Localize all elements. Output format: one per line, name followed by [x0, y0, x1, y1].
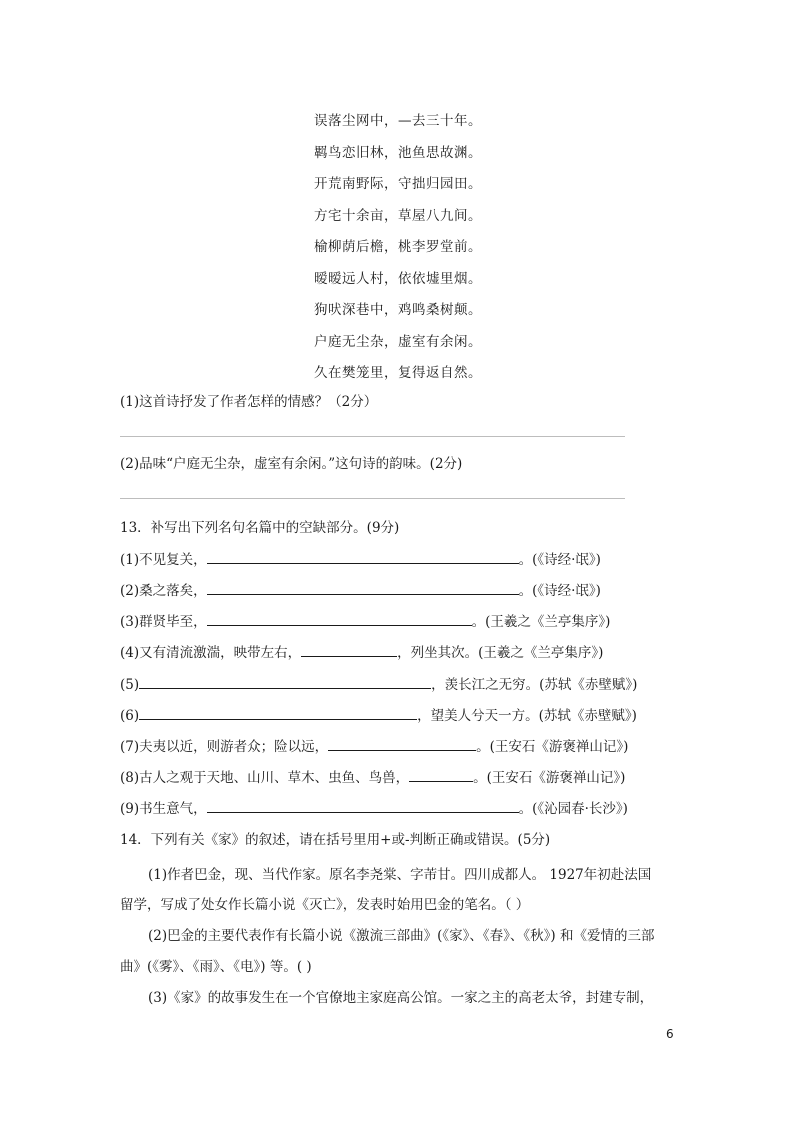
- fill-item-source: 。(王安石《游褒禅山记》): [476, 739, 629, 755]
- fill-item-text: (5): [120, 677, 140, 693]
- question-14-text: (3)《家》的故事发生在一个官僚地主家庭高公馆。一家之主的高老太爷，封建专制，: [148, 990, 654, 1006]
- fill-item-source: ，列坐其次。(王羲之《兰亭集序》): [397, 645, 604, 661]
- question-13-title: 13．补写出下列名句名篇中的空缺部分。(9分): [120, 520, 400, 536]
- question-14-text: 曲》(《雾》、《雨》、《电》) 等。( ): [120, 959, 312, 975]
- fill-item-source: 。(《诗经·氓》): [518, 583, 601, 599]
- fill-item-source: ，羡长江之无穷。(苏轼《赤壁赋》): [431, 677, 638, 693]
- fill-item-4: [120, 641, 603, 661]
- question-14-text: 留学，写成了处女作长篇小说《灭亡》，发表时始用巴金的笔名。（ ）: [120, 897, 530, 913]
- fill-blank[interactable]: [328, 737, 476, 751]
- fill-blank[interactable]: [139, 675, 431, 689]
- poem-line: 开荒南野际，守拙归园田。: [314, 176, 482, 192]
- fill-item-2: [120, 579, 601, 599]
- fill-item-7: [120, 735, 628, 755]
- poem-line: 户庭无尘杂，虚室有余闲。: [314, 333, 482, 350]
- fill-item-text: (8)古人之观于天地、山川、草木、虫鱼、鸟兽，: [120, 770, 410, 786]
- question-14-title: 14．下列有关《家》的叙述，请在括号里用+或-判断正确或错误。(5分): [120, 832, 551, 848]
- fill-item-source: ，望美人兮天一方。(苏轼《赤壁赋》): [417, 708, 637, 724]
- fill-blank[interactable]: [301, 643, 397, 657]
- poem-line: 误落尘网中，—去三十年。: [314, 113, 482, 129]
- fill-item-6: [120, 704, 637, 724]
- fill-item-text: (1)不见复关，: [120, 552, 207, 568]
- fill-item-9: [120, 797, 628, 817]
- fill-blank[interactable]: [139, 706, 417, 720]
- fill-item-source: 。(王安石《游褒禅山记》): [473, 770, 626, 786]
- poem: [314, 106, 514, 390]
- fill-blank[interactable]: [409, 768, 473, 782]
- poem-line: 羁鸟恋旧林，池鱼思故渊。: [314, 144, 482, 161]
- poem-line: 久在樊笼里，复得返自然。: [314, 365, 482, 381]
- fill-blank[interactable]: [207, 612, 472, 626]
- fill-item-source: 。(王羲之《兰亭集序》): [471, 614, 611, 630]
- fill-item-text: (2)桑之落矣，: [120, 583, 207, 599]
- fill-item-8: [120, 766, 625, 786]
- fill-item-source: 。(《诗经·氓》): [518, 552, 601, 568]
- answer-line-12-2[interactable]: [120, 498, 625, 499]
- answer-line-12-1[interactable]: [120, 436, 625, 437]
- fill-item-text: (9)书生意气，: [120, 801, 207, 817]
- question-12-2: (2)品味“户庭无尘杂，虚室有余闲。”这句诗的韵味。(2分): [120, 456, 463, 472]
- question-14-text: (1)作者巴金，现、当代作家。原名李尧棠、字芾甘。四川成都人。 1927年初赴法国: [148, 867, 652, 883]
- page-number: 6: [666, 1027, 674, 1041]
- fill-item-text: (6): [120, 708, 140, 724]
- fill-blank[interactable]: [207, 550, 519, 564]
- poem-line: 狗吠深巷中，鸡鸣桑树颠。: [314, 302, 482, 318]
- fill-item-text: (7)夫夷以近，则游者众；险以远，: [120, 739, 329, 755]
- fill-blank[interactable]: [207, 799, 519, 813]
- fill-item-text: (3)群贤毕至，: [120, 614, 207, 630]
- poem-line: 榆柳荫后檐，桃李罗堂前。: [314, 239, 482, 255]
- fill-item-5: [120, 673, 637, 693]
- poem-line: 方宅十余亩，草屋八九间。: [314, 207, 482, 224]
- fill-item-text: (4)又有清流激湍，映带左右，: [120, 645, 302, 661]
- fill-item-1: [120, 548, 601, 568]
- question-12-1: (1)这首诗抒发了作者怎样的情感？（2分）: [120, 394, 378, 410]
- fill-item-3: [120, 610, 610, 630]
- fill-blank[interactable]: [207, 581, 519, 595]
- question-14-text: (2)巴金的主要代表作有长篇小说《激流三部曲》(《家》、《春》、《秋》) 和《爱情的三部: [148, 928, 655, 944]
- poem-line: 暧暧远人村，依依墟里烟。: [314, 270, 482, 287]
- fill-item-source: 。(《沁园春·长沙》): [518, 801, 628, 817]
